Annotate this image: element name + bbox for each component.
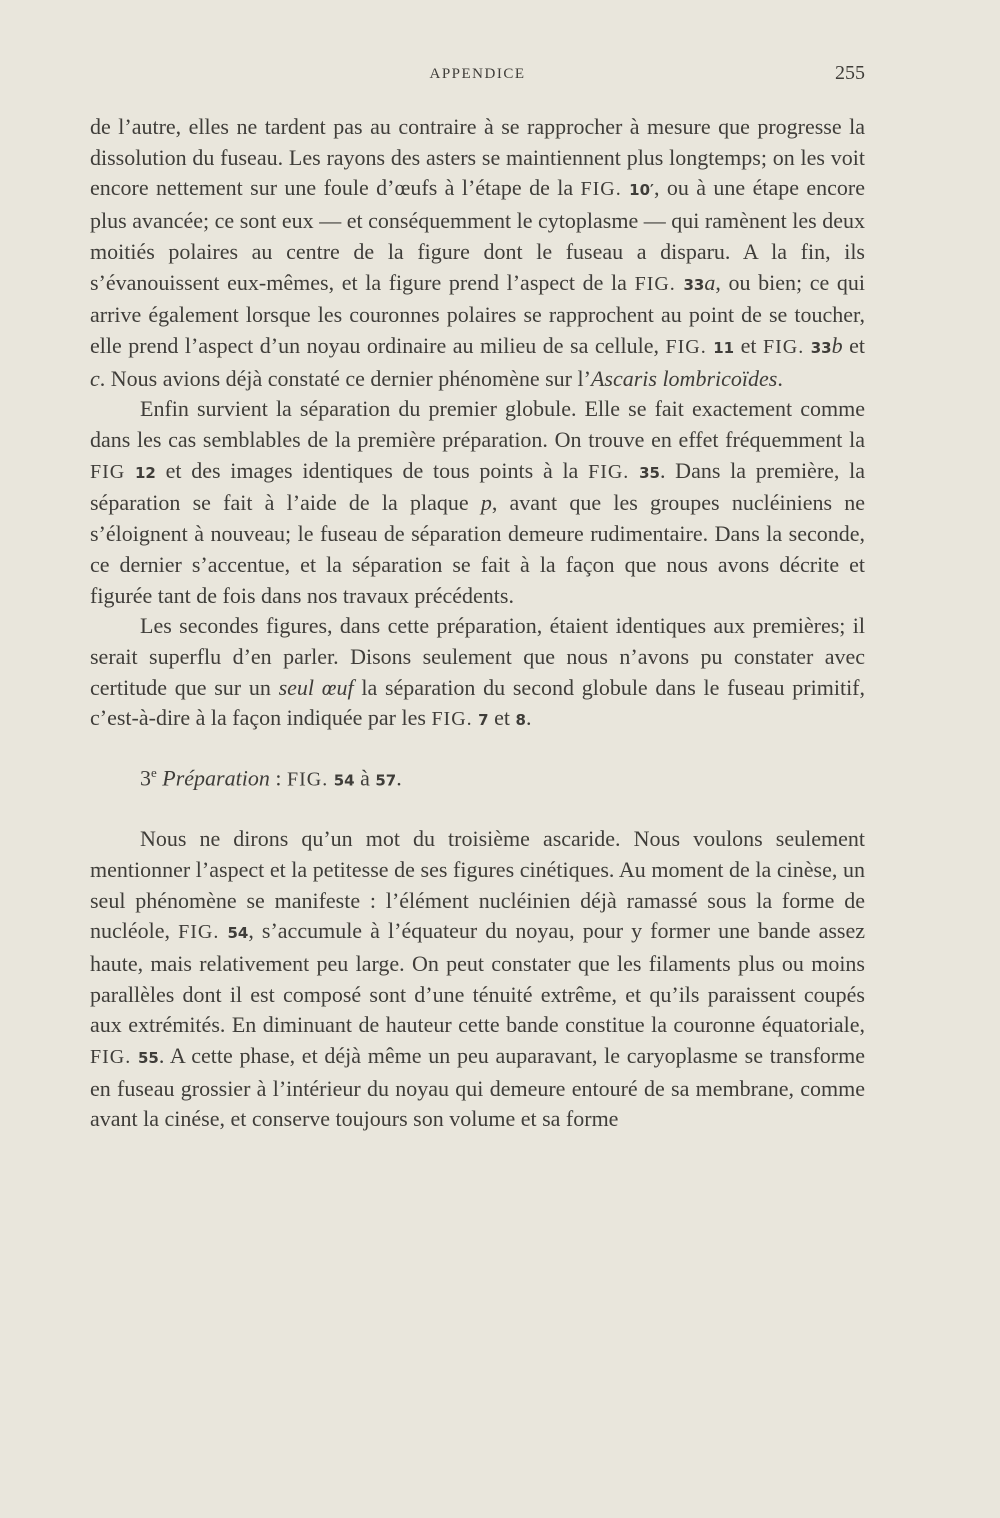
italic-text: a (704, 269, 716, 295)
heading-title: Préparation (162, 765, 270, 791)
page-number: 255 (835, 62, 865, 84)
italic-text: b (831, 332, 843, 358)
fig-label: FIG. (286, 768, 329, 791)
text: et (488, 705, 516, 731)
fig-number: 7 (478, 711, 489, 730)
text: . Nous avions déjà constaté ce dernier phénomène sur l’ (99, 365, 591, 391)
fig-label: FIG (90, 460, 126, 483)
page-header (90, 62, 865, 92)
fig-number: 11 (713, 338, 735, 357)
fig-number: 10′ (629, 181, 654, 200)
fig-label: FIG. (178, 921, 220, 944)
text: . (396, 765, 402, 791)
fig-number: 35 (639, 463, 660, 482)
fig-number: 57 (375, 771, 397, 790)
paragraph-2 (90, 394, 865, 611)
text: , avant que les groupes nucléiniens ne s’éloignent à nouveau; le fuseau de séparation demeure rudimentaire. Dans la seconde, ce dernier s’accentue, et la séparation se fait à la façon que nous avons décrite et figurée tant de fois dans nos travaux précédents. (90, 490, 865, 608)
text: Enfin survient la séparation du premier globule. Elle se fait exactement comme dans les cas semblables de la première préparation. On trouve en effet fréquemment la (90, 396, 865, 453)
section-heading (140, 758, 865, 796)
text: et (842, 332, 866, 358)
italic-text: p (480, 490, 492, 516)
fig-number: 33 (810, 338, 832, 357)
fig-label: FIG. (634, 272, 676, 295)
species-name: Ascaris lombricoïdes (590, 365, 778, 391)
heading-number: 3 (140, 765, 151, 791)
text: , s’accumule à l’équateur du noyau, pour y former une bande assez haute, mais relativement peu large. On peut constater que les filaments plus ou moins parallèles dont il est composé sont d’une ténuité extrême, et qu’ils paraissent coupés aux extrémités. En diminuant de hauteur cette bande constitue la couronne équatoriale, (90, 918, 866, 1038)
body-text (90, 112, 865, 1135)
fig-label: FIG. (665, 335, 707, 358)
paragraph-3 (90, 611, 865, 736)
fig-number: 33 (683, 275, 705, 294)
text: de l’autre, elles ne tardent pas au contraire à se rapprocher à mesure que progresse la dissolution du fuseau. Les rayons des asters se maintiennent plus longtemps; on les voit encore nettement sur une foule d’œufs à l’étape de la (90, 114, 865, 201)
paragraph-4 (90, 824, 865, 1135)
fig-number: 12 (134, 463, 156, 482)
fig-number: 54 (227, 924, 249, 943)
text: . (525, 705, 532, 731)
text: à (354, 765, 376, 791)
text: la séparation du second globule dans le fuseau primitif, c’est-à-dire à la façon indiquée par les (90, 674, 866, 731)
text: . Dans la première, la séparation se fait à l’aide de la plaque (90, 457, 866, 516)
fig-number: 55 (137, 1049, 159, 1068)
fig-label: FIG. (763, 335, 805, 358)
text: : (269, 765, 287, 791)
heading-ordinal: e (151, 765, 157, 781)
text: et (734, 332, 763, 358)
paragraph-1 (90, 112, 865, 394)
text: , ou bien; ce qui arrive également lorsque les couronnes polaires se rapprochent au point de se toucher, elle prend l’aspect d’un noyau ordinaire au milieu de sa cellule, (90, 269, 865, 358)
fig-label: FIG. (580, 178, 622, 201)
italic-text: seul œuf (278, 674, 354, 700)
text: , ou à une étape encore plus avancée; ce sont eux — et conséquemment le cytoplasme — qui ramènent les deux moitiés polaires au centre de la figure dont le fuseau a disparu. A la fin, ils s’évanouissent eux-mêmes, et la figure prend l’aspect de la (90, 175, 866, 295)
text: et des images identiques de tous points à la (155, 457, 589, 483)
running-head: APPENDICE (429, 66, 526, 82)
text: . A cette phase, et déjà même un peu auparavant, le caryoplasme se transforme en fuseau grossier à l’intérieur du noyau qui demeure entouré de sa membrane, comme avant la cinése, et conserve toujours son volume et sa forme (90, 1043, 866, 1132)
fig-number: 54 (333, 771, 355, 790)
fig-label: FIG. (588, 460, 630, 483)
italic-text: c (90, 365, 100, 391)
fig-number: 8 (515, 711, 526, 730)
text: Nous ne dirons qu’un mot du troisième ascaride. Nous voulons seulement mentionner l’aspect et la petitesse de ses figures cinétiques. Au moment de la cinèse, un seul phénomène se manifeste : l’élément nucléinien déjà ramassé sous la forme de nucléole, (90, 826, 865, 944)
fig-label: FIG. (431, 708, 473, 731)
fig-label: FIG. (90, 1046, 132, 1069)
text: . (777, 365, 783, 391)
text: Les secondes figures, dans cette préparation, étaient identiques aux premières; il serait superflu d’en parler. Disons seulement que nous n’avons pu constater avec certitude que sur un (90, 613, 865, 700)
